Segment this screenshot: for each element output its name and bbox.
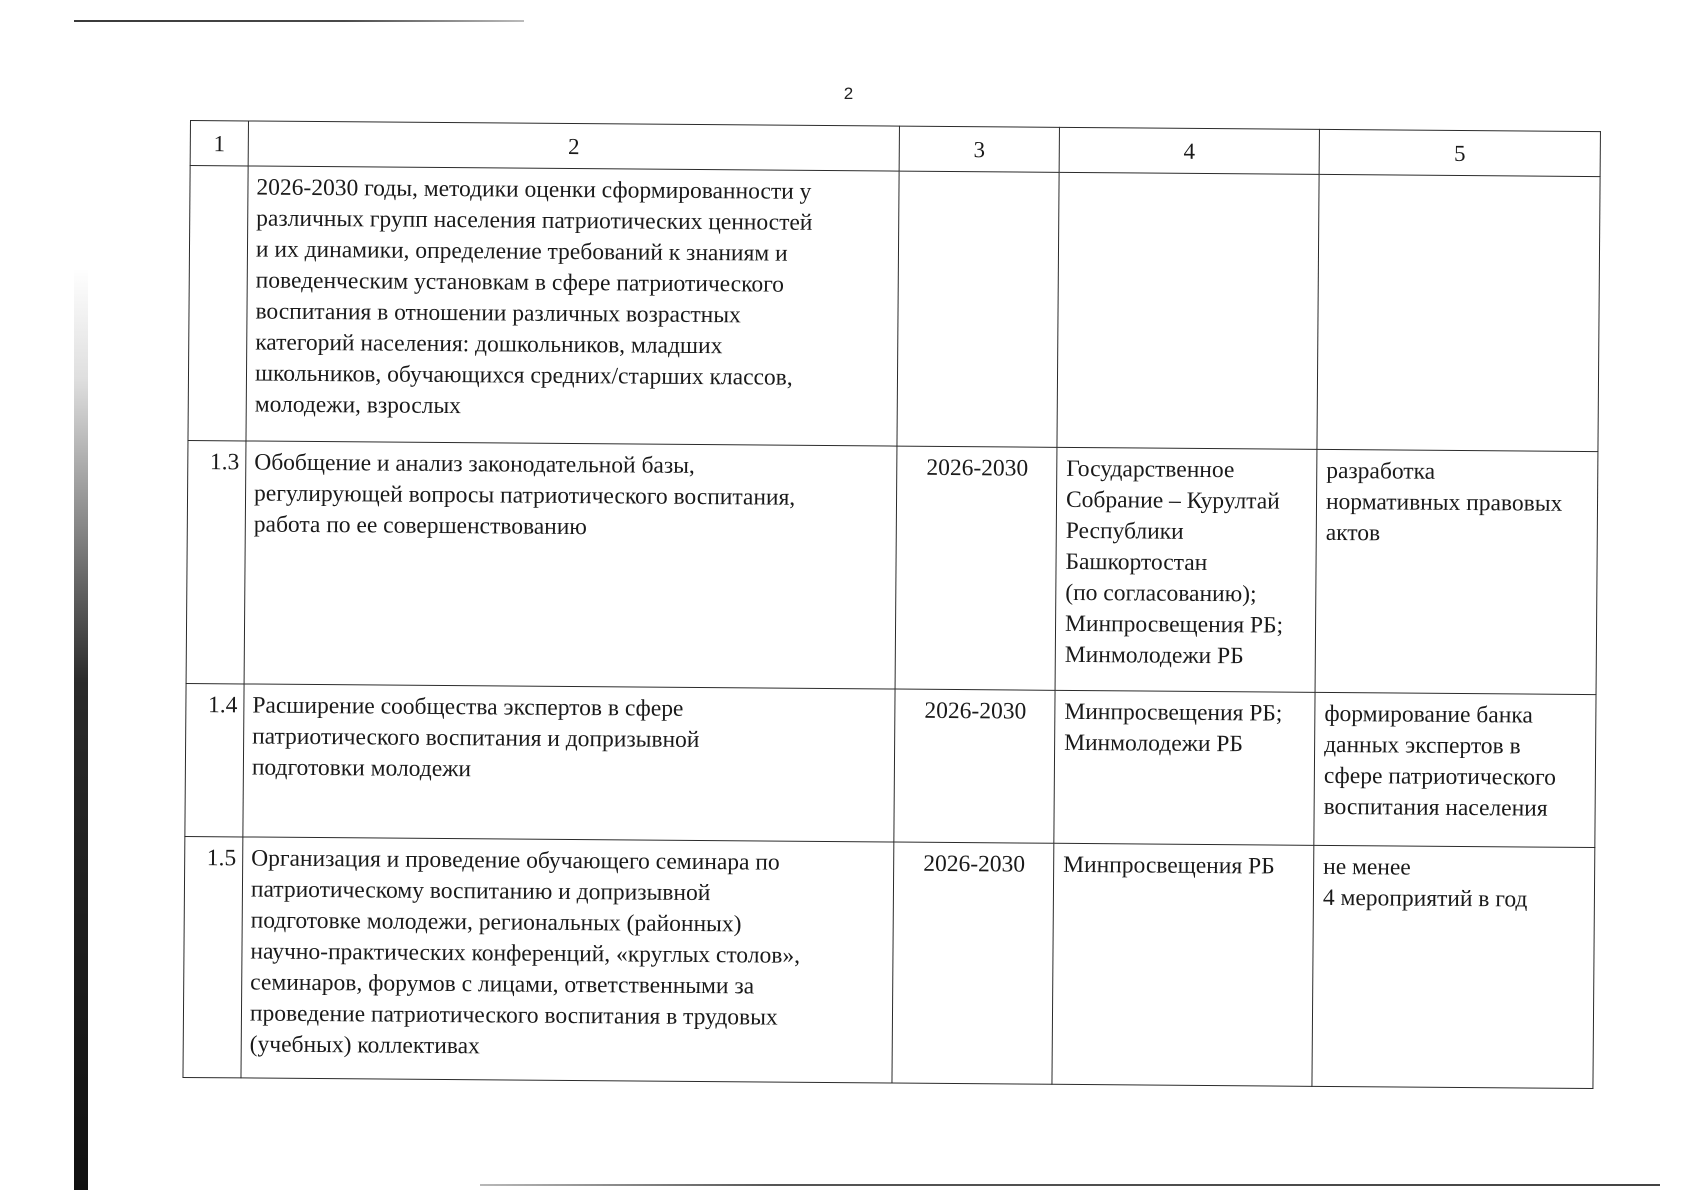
executor-line: Минпросвещения РБ;	[1064, 610, 1284, 639]
executors-cell	[1054, 690, 1315, 845]
result-cell	[1314, 692, 1596, 847]
scan-bottom-edge-line	[480, 1184, 1660, 1186]
measures-table	[182, 120, 1600, 1089]
executor-line: Минмолодежи РБ	[1064, 729, 1244, 758]
description-line: подготовке молодежи, региональных (районных)	[250, 907, 742, 938]
description-line: патриотическому воспитанию и допризывной	[250, 876, 711, 907]
period-cell: 2026-2030	[892, 842, 1054, 1084]
executor-line: Республики	[1065, 517, 1184, 545]
result-line: 4 мероприятий в год	[1322, 884, 1528, 913]
description-cell	[246, 166, 899, 446]
executor-line: Собрание – Курултай	[1065, 486, 1280, 515]
result-line: данных экспертов в	[1324, 731, 1521, 760]
result-line: нормативных правовых	[1325, 488, 1563, 517]
table-row	[185, 683, 1596, 847]
result-line: актов	[1325, 519, 1381, 547]
executors-cell	[1055, 447, 1317, 692]
description-line: (учебных) коллективах	[249, 1031, 480, 1060]
table-row	[186, 440, 1598, 694]
result-line: не менее	[1323, 853, 1411, 881]
header-cell-4: 4	[1059, 127, 1319, 174]
period-cell: 2026-2030	[894, 689, 1055, 843]
description-line: Организация и проведение обучающего семинара по	[251, 845, 780, 876]
table-row	[183, 836, 1595, 1088]
row-number-cell: 1.5	[183, 836, 243, 1077]
description-line: и их динамики, определение требований к знаниям и	[255, 236, 788, 267]
scan-left-shadow	[74, 268, 88, 1190]
description-line: регулирующей вопросы патриотического воспитания,	[253, 480, 796, 511]
description-line: семинаров, форумов с лицами, ответственными за	[250, 969, 755, 1000]
description-line: подготовки молодежи	[251, 754, 472, 783]
header-cell-3: 3	[899, 126, 1059, 172]
executors-cell	[1057, 172, 1319, 449]
description-line: молодежи, взрослых	[254, 391, 462, 420]
row-number-cell: 1.3	[186, 440, 246, 683]
executor-line: Башкортостан	[1065, 548, 1208, 577]
scan-top-edge-line	[74, 20, 524, 22]
executors-cell	[1052, 843, 1314, 1086]
executor-line: (по согласованию);	[1065, 579, 1257, 608]
executor-line: Минпросвещения РБ	[1063, 851, 1275, 880]
table-row-continuation	[188, 166, 1600, 452]
row-number-cell: 1.4	[185, 683, 244, 836]
description-line: школьников, обучающихся средних/старших классов,	[254, 360, 793, 391]
description-line: поведенческим установкам в сфере патриотического	[255, 267, 785, 298]
header-cell-1: 1	[190, 121, 248, 166]
executor-line: Государственное	[1066, 455, 1235, 484]
result-cell	[1315, 449, 1598, 694]
result-line: сфере патриотического	[1323, 762, 1557, 791]
description-cell	[241, 837, 894, 1083]
executor-line: Минмолодежи РБ	[1064, 641, 1244, 670]
description-line: различных групп населения патриотических ценностей	[256, 205, 813, 236]
description-line: Обобщение и анализ законодательной базы,	[254, 449, 695, 479]
page-number: 2	[843, 84, 854, 103]
header-cell-2: 2	[248, 121, 899, 171]
description-line: научно-практических конференций, «круглых столов»,	[250, 938, 801, 969]
result-cell	[1317, 174, 1600, 451]
result-line: формирование банка	[1324, 700, 1533, 729]
executor-line: Минпросвещения РБ;	[1064, 698, 1283, 727]
result-cell	[1312, 845, 1595, 1088]
period-cell: 2026-2030	[895, 446, 1057, 690]
description-line: воспитания в отношении различных возрастных	[255, 298, 741, 329]
description-line: патриотического воспитания и допризывной	[252, 723, 700, 754]
description-line: Расширение сообщества экспертов в сфере	[252, 692, 684, 722]
row-number-cell	[188, 166, 248, 441]
description-line: проведение патриотического воспитания в трудовых	[249, 1000, 778, 1031]
description-line: категорий населения: дошкольников, младших	[255, 329, 723, 360]
description-line: работа по ее совершенствованию	[253, 511, 588, 541]
description-line: 2026-2030 годы, методики оценки сформированности у	[256, 174, 812, 205]
result-line: воспитания населения	[1323, 793, 1548, 822]
header-cell-5: 5	[1319, 129, 1600, 176]
description-cell	[244, 441, 897, 689]
period-cell	[897, 171, 1059, 447]
result-line: разработка	[1326, 457, 1436, 485]
description-cell	[243, 684, 895, 842]
